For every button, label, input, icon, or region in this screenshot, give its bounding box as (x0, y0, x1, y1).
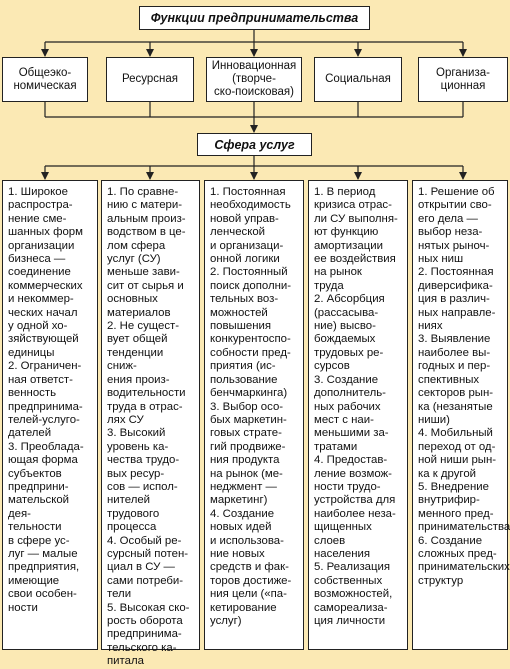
column-resource: 1. По сравне- нию с матери- альным произ- водством в це- лом сфера услуг (СУ) меньше зави- сит от сырья и основных материалов 2. Не сущест- вует общей тенденции сниж- ения произ- водительности труда в отрас- лях СУ 3. Высокий уровень ка- чества трудо- вых ресур- сов — испол- нителей трудового процесса 4. Особый ре- сурсный потен- циал в СУ — сами потреби- тели 5. Высокая ско- рость оборота предпринима- тельского ка- питала (101, 180, 200, 650)
column-social: 1. В период кризиса отрас- ли СУ выполня- ют функцию амортизации ее воздействия на рынок труда 2. Абсорбция (рассасыва- ние) высво- бождаемых трудовых ре- сурсов 3. Создание дополнитель- ных рабочих мест с наи- меньшими за- тратами 4. Предостав- ление возмож- ности трудо- устройства для наиболее неза- щищенных слоев населения 5. Реализация собственных возможностей, самореализа- ция личности (308, 180, 408, 650)
function-economic: Общеэко- номическая (2, 57, 88, 102)
function-organizational: Организа- ционная (418, 57, 508, 102)
function-resource: Ресурсная (106, 57, 194, 102)
function-social: Социальная (314, 57, 402, 102)
diagram-title: Функции предпринимательства (139, 6, 370, 30)
function-innovative: Инновационная (творче- ско-поисковая) (206, 57, 302, 102)
column-innovative: 1. Постоянная необходимость новой управ- ленческой и организаци- онной логики 2. Постоянный поиск дополни- тельных воз- можностей повышения конкурентоспо- собности пред- приятия (ис- пользование бенчмаркинга) 3. Выбор осо- бых маркетин- говых страте- гий продвиже- ния продукта на рынок (ме- неджмент — маркетинг) 4. Создание новых идей и использова- ние новых средств и фак- торов достиже- ния цели («па- кетирование услуг) (204, 180, 304, 650)
column-economic: 1. Широкое распростра- нение сме- шанных форм организации бизнеса — соединение коммерческих и некоммер- ческих начал у одной хо- зяйствующей единицы 2. Ограничен- ная ответст- венность предпринима- телей-услуго- дателей 3. Преоблада- ющая форма субъектов предприни- мательской дея- тельности в сфере ус- луг — малые предприятия, имеющие свои особен- ности (2, 180, 98, 650)
column-organizational: 1. Решение об открытии сво- его дела — выбор неза- нятых рыноч- ных ниш 2. Постоянная диверсифика- ция в различ- ных направле- ниях 3. Выявление наиболее вы- годных и пер- спективных секторов рын- ка (незанятые ниши) 4. Мобильный переход от од- ной ниши рын- ка к другой 5. Внедрение внутрифир- менного пред- принимательства 6. Создание сложных пред- принимательских структур (412, 180, 508, 650)
service-sector-box: Сфера услуг (197, 133, 312, 156)
